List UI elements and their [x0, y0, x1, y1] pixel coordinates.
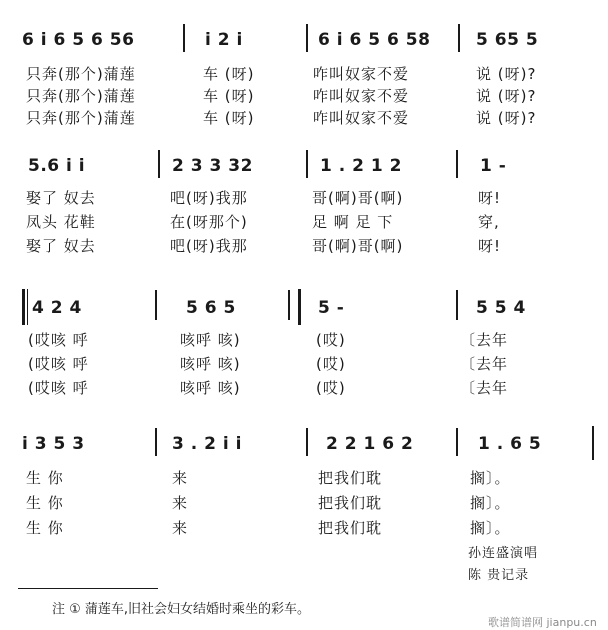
- lyric-text: 搁〕。: [470, 494, 511, 512]
- lyric-text: 只奔(那个)蒲莲: [26, 109, 136, 127]
- lyric-text: (哎咳 呼: [28, 379, 89, 397]
- bar-line: [458, 24, 460, 52]
- lyric-text: (哎): [316, 331, 346, 349]
- lyric-text: 说 (呀)?: [476, 109, 537, 127]
- lyric-text: 呀!: [478, 189, 502, 207]
- lyric-text: (哎咳 呼: [28, 355, 89, 373]
- bar-line: [456, 290, 458, 320]
- lyric-text: 咳呼 咳): [180, 331, 241, 349]
- lyric-text: 〔去年: [460, 331, 509, 349]
- double-bar: [298, 289, 301, 325]
- lyric-text: 生 你: [26, 519, 64, 537]
- lyric-text: 呀!: [478, 237, 502, 255]
- lyric-text: 只奔(那个)蒲莲: [26, 65, 136, 83]
- bar-line: [183, 24, 185, 52]
- bar-line: [155, 428, 157, 456]
- lyric-text: 凤头 花鞋: [26, 213, 96, 231]
- watermark: 歌谱简谱网 jianpu.cn: [488, 616, 597, 629]
- notation-measure: 5 65 5: [476, 30, 539, 50]
- lyric-text: 哥(啊)哥(啊): [312, 189, 404, 207]
- lyric-text: 搁〕。: [470, 469, 511, 487]
- notation-measure: 5.6 i i: [28, 156, 86, 176]
- lyric-text: 在(呀那个): [170, 213, 248, 231]
- lyric-text: 咋叫奴家不爱: [313, 65, 410, 83]
- lyric-text: 来: [172, 469, 189, 487]
- lyric-text: 来: [172, 519, 189, 537]
- lyric-text: 咳呼 咳): [180, 355, 241, 373]
- lyric-text: 只奔(那个)蒲莲: [26, 87, 136, 105]
- lyric-text: 把我们耽: [318, 494, 383, 512]
- lyric-text: 〔去年: [460, 379, 509, 397]
- lyric-text: 哥(啊)哥(啊): [312, 237, 404, 255]
- lyric-text: 把我们耽: [318, 519, 383, 537]
- lyric-text: 穿,: [478, 213, 500, 231]
- notation-measure: 5 5 4: [476, 298, 526, 318]
- bar-line: [592, 426, 594, 460]
- notation-measure: 5 -: [318, 298, 345, 318]
- lyric-text: 车 (呀): [203, 87, 255, 105]
- lyric-text: 足 啊 足 下: [312, 213, 394, 231]
- performer-credit: 孙连盛演唱: [468, 546, 539, 561]
- lyric-text: 吧(呀)我那: [170, 237, 248, 255]
- notation-measure: 2 2 1 6 2: [326, 434, 414, 454]
- bar-line: [456, 428, 458, 456]
- notation-measure: i 2 i: [205, 30, 243, 50]
- notation-measure: 2 3 3 32: [172, 156, 253, 176]
- lyric-text: 〔去年: [460, 355, 509, 373]
- bar-line: [306, 428, 308, 456]
- lyric-text: 把我们耽: [318, 469, 383, 487]
- footnote: 注 ① 蒲莲车,旧社会妇女结婚时乘坐的彩车。: [52, 602, 311, 617]
- lyric-text: 说 (呀)?: [476, 65, 537, 83]
- bar-line: [306, 150, 308, 178]
- lyric-text: 咋叫奴家不爱: [313, 109, 410, 127]
- notation-measure: 1 . 6 5: [478, 434, 542, 454]
- notation-measure: 6 i 6 5 6 56: [22, 30, 135, 50]
- lyric-text: (哎): [316, 379, 346, 397]
- bar-line: [158, 150, 160, 178]
- lyric-text: 娶了 奴去: [26, 189, 96, 207]
- transcriber-credit: 陈 贵记录: [468, 568, 530, 583]
- footnote-rule: [18, 588, 158, 589]
- lyric-text: 来: [172, 494, 189, 512]
- notation-measure: 1 . 2 1 2: [320, 156, 402, 176]
- bar-line: [288, 290, 290, 320]
- bar-line: [306, 24, 308, 52]
- notation-measure: 6 i 6 5 6 58: [318, 30, 431, 50]
- notation-measure: 3 . 2 i i: [172, 434, 242, 454]
- lyric-text: 生 你: [26, 469, 64, 487]
- lyric-text: 咋叫奴家不爱: [313, 87, 410, 105]
- notation-measure: i 3 5 3: [22, 434, 85, 454]
- lyric-text: 吧(呀)我那: [170, 189, 248, 207]
- lyric-text: (哎): [316, 355, 346, 373]
- lyric-text: 搁〕。: [470, 519, 511, 537]
- notation-measure: 5 6 5: [186, 298, 236, 318]
- bar-line: [155, 290, 157, 320]
- repeat-start-bar: [27, 289, 28, 325]
- lyric-text: 车 (呀): [203, 65, 255, 83]
- lyric-text: 车 (呀): [203, 109, 255, 127]
- lyric-text: 说 (呀)?: [476, 87, 537, 105]
- lyric-text: 娶了 奴去: [26, 237, 96, 255]
- notation-measure: 1 -: [480, 156, 507, 176]
- notation-measure: 4 2 4: [32, 298, 82, 318]
- lyric-text: 生 你: [26, 494, 64, 512]
- lyric-text: (哎咳 呼: [28, 331, 89, 349]
- repeat-start-bar: [22, 289, 25, 325]
- lyric-text: 咳呼 咳): [180, 379, 241, 397]
- bar-line: [456, 150, 458, 178]
